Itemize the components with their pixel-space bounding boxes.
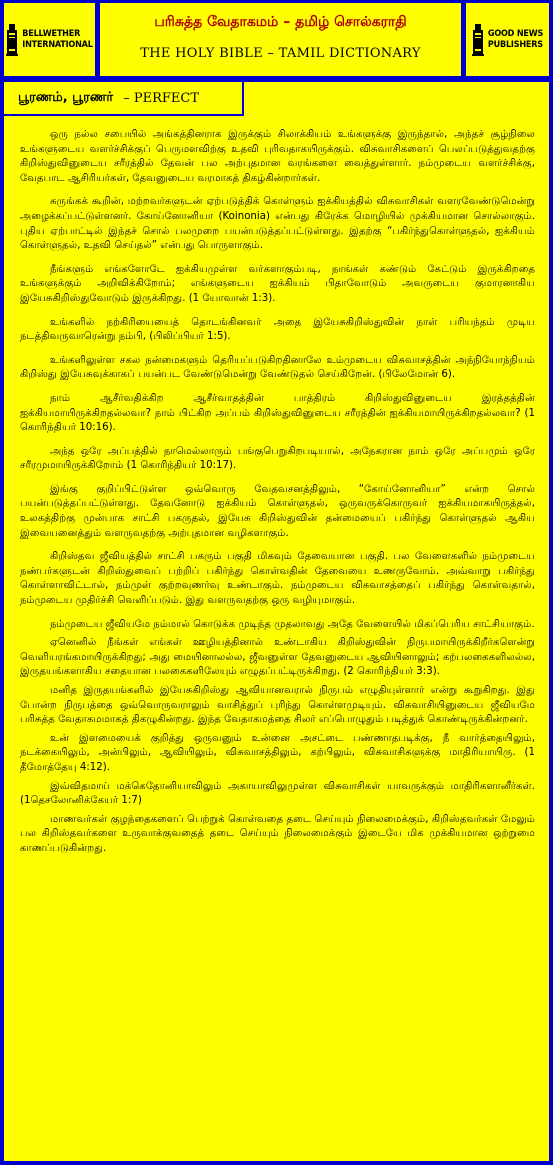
- word-tab: [4, 82, 244, 116]
- paragraph: உன் இளமையைக் குறித்து ஒருவனும் உன்னை அசட்டை பண்ணாதபடிக்கு, நீ வார்த்தையிலும், நடக்கையிலும், அன்பிலும், ஆவியிலும், விசுவாசத்திலும், கற்பிலும், விசுவாசிகளுக்கு மாதிரியாயிரு. (1 தீமோத்தேயு 4:12).: [20, 732, 535, 773]
- word-english: – PERFECT: [123, 90, 200, 106]
- title-english: THE HOLY BIBLE – TAMIL DICTIONARY: [140, 46, 421, 61]
- word-tamil: பூரணம், பூரணர்: [18, 90, 114, 105]
- logo-bellwether: [4, 3, 95, 76]
- word-heading-bar: [4, 82, 549, 118]
- logo-right-line1: GOOD NEWS: [487, 28, 544, 39]
- book-spine-icon: [6, 24, 18, 56]
- logo-good-news: [466, 3, 549, 76]
- article-body: [4, 118, 549, 1161]
- paragraph: உங்களிலுள்ள சகல நன்மைகளும் தெரியப்படுகிறதினாலே உம்முடைய விசுவாசத்தின் அந்நியோந்நியம் கிறிஸ்து இயேசுவுக்காகப் பயன்பட வேண்டுமென்று வேண்டுதல் செய்கிறேன். (பிலேமோன் 6).: [20, 354, 535, 381]
- paragraph: நாம் ஆசீர்வதிக்கிற ஆசீர்வாதத்தின் பாத்திரம் கிறிஸ்துவினுடைய இரத்தத்தின் ஐக்கியமாயிருக்கிறதல்லவா? நாம் பிட்கிற அப்பம் கிறிஸ்துவினுடைய சரீரத்தின் ஐக்கியமாயிருக்கிறதல்லவா? (1 கொரிந்தியர் 10:16).: [20, 392, 535, 434]
- title-banner: [100, 3, 461, 76]
- paragraph: ஏனெனில் நீங்கள் எங்கள் ஊழியத்தினால் உண்டாகிய கிறிஸ்துவின் நிருபமாயிருக்கிறீர்களென்று வெளியரங்கமாயிருக்கிறது; அது மையினாலல்ல, ஜீவனுள்ள தேவனுடைய ஆவியினாலும்; கற்பலகைகளிலல்ல, இருதயங்களாகிய சதையான பலகைகளிலேயும் எழுதப்பட்டிருக்கிறது. (2 கொரிந்தியர் 3:3).: [20, 637, 535, 678]
- paragraph: சுருங்கக் கூறின், மற்றவர்களுடன் ஏற்படுத்திக் கொள்ளும் ஐக்கியத்தில் விசுவாசிகள் வளரவேண்டுமென்று அழைக்கப்பட்டுள்ளனர். கோய்னோனியா (Koinonia) என்பது கிரேக்க மொழியில் முக்கியமான சொல்லாகும். புதிய ஏற்பாட்டில் இந்தச் சொல் பலமுறை பயன்படுத்தப்பட்டுள்ளது. இதற்கு “பகிர்ந்துகொள்ளுதல், ஐக்கியம் கொள்ளுதல், உதவி செய்தல்” என்பது பொருளாகும்.: [20, 196, 535, 252]
- paragraph: நீங்களும் எங்களோடே ஐக்கியமுள்ள வர்களாகும்படி, நாங்கள் கண்டும் கேட்டும் இருக்கிறதை உங்களுக்கும் அறிவிக்கிறோம்; எங்களுடைய ஐக்கியம் பிதாவோடும் அவருடைய குமாரனாகிய இயேசுகிறிஸ்துவோடும் இருக்கிறது. (1 யோவான் 1:3).: [20, 263, 535, 304]
- logo-right-line2: PUBLISHERS: [487, 39, 543, 50]
- logo-left-line2: INTERNATIONAL: [22, 39, 93, 50]
- logo-left-line1: BELLWETHER: [22, 28, 81, 39]
- paragraph: மனித இருதயங்களில் இயேசுகிறிஸ்து ஆவியானவரால் நிருபம் எழுதியுள்ளார் என்று கூறுகிறது. இது போன்ற நிருபத்தை ஒவ்வொருவராலும் வாசித்துப் புரிந்து கொள்ளமுடியும். விசுவாசியினுடைய ஜீவியமே பரிசுத்த வேதாகமமாகத் திகழுகின்றது. இந்த வேதாகமத்தை சிலர் எப்பொழுதும் படித்துக் கொண்டிருக்கின்றனர்.: [20, 685, 535, 726]
- paragraph: இவ்விதமாய் மக்கெதோனியாவிலும் அகாயாவிலுமுள்ள விசுவாசிகள் யாவருக்கும் மாதிரிகளானீர்கள். (1தெசலோனிக்கேயர் 1:7): [20, 780, 535, 807]
- paragraph: அந்த ஒரே அப்பத்தில் நாமெல்லாரும் பங்குபெறுகிறபடியால், அநேகரான நாம் ஒரே அப்பமும் ஒரே சரீரமுமாயிருக்கிறோம் (1 கொரிந்தியர் 10:17).: [20, 445, 535, 472]
- book-spine-icon: [472, 24, 484, 56]
- paragraph: மாணவர்கள் குழந்தைகளைப் பெற்றுக் கொள்வதை தடை செய்யும் நிலைமைக்கும், கிறிஸ்தவர்கள் மேலும் பல கிறிஸ்தவர்களை உருவாக்குவதைத் தடை செய்யும் நிலைமைக்கும் இடையே மிக முக்கியமான ஒற்றுமை காணப்படுகின்றது.: [20, 813, 535, 854]
- paragraph: ஒரு நல்ல சபையில் அங்கத்தினராக இருக்கும் சிலாக்கியம் உங்களுக்கு இருந்தால், அந்தச் சூழ்நிலை உங்களுடைய வளர்ச்சிக்குப் பெருமளவிற்கு உதவி புரிவதாகயிருக்கும். விசுவாசிகளைப் பெலப்படுத்துவதற்கு கிறிஸ்துவினுடைய சரீரத்தில் தேவன் பல அற்புதமான வரங்களை வைத்துள்ளார். நம்முடைய வளர்ச்சிக்கு, வேதபாட ஆசிரியர்கள், தேவனுடைய வரமாகத் திகழ்கின்றார்கள்.: [20, 129, 535, 184]
- paragraph: கிறிஸ்தவ ஜீவியத்தில் சாட்சி பகரும் பகுதி மிகவும் தேவையான பகுதி. பல வேளைகளில் நம்முடைய நண்பர்களுடன் கிறிஸ்துவைப் பற்றிப் பகிர்ந்து கொள்வதின் தேவையை உணருவோம். அவ்வாறு பகிர்ந்து கொள்ளாவிட்டால், நம்முள் குற்றவுணர்வு உண்டாகும். நம்முடைய விசுவாசத்தைப் பகிர்ந்து கொள்வதால், நம்முடைய முதிர்ச்சி வெளிப்படும். இது வளருவதற்கு ஒரு வழியுமாகும்.: [20, 551, 535, 607]
- title-tamil: பரிசுத்த வேதாகமம் – தமிழ் சொல்கராதி: [154, 14, 407, 30]
- paragraph: நம்முடைய ஜீவியமே நம்மால் கொடுக்க முடிந்த முதலாவது அதே வேளையில் மிகப்பெரிய சாட்சியாகும்.: [50, 618, 535, 630]
- paragraph: இங்கு குறிப்பிட்டுள்ள ஒவ்வொரு வேதவசனத்திலும், “கோய்னோனியா” என்ற சொல் பயன்படுத்தப்பட்டுள்ளது. தேவனோடு ஐக்கியம் கொள்ளுதல், ஒருவருக்கொருவர் ஐக்கியமாகயிருத்தல், உலகத்திற்கு முன்பாக சாட்சி பகருதல், இயேசு கிறிஸ்துவின் தன்மையைப் பகிர்ந்து கொள்ளுதல் ஆகிய இவையனைத்தும் வளருவதற்கு அற்புதமான வழிகளாகும்.: [20, 483, 535, 539]
- paragraph: உங்களில் நற்கிரியையைத் தொடங்கினவர் அதை இயேசுகிறிஸ்துவின் நாள் பரியந்தம் முடிய நடத்திவருவாரென்று நம்பி, (பிலிப்பியர் 1:5).: [20, 316, 535, 343]
